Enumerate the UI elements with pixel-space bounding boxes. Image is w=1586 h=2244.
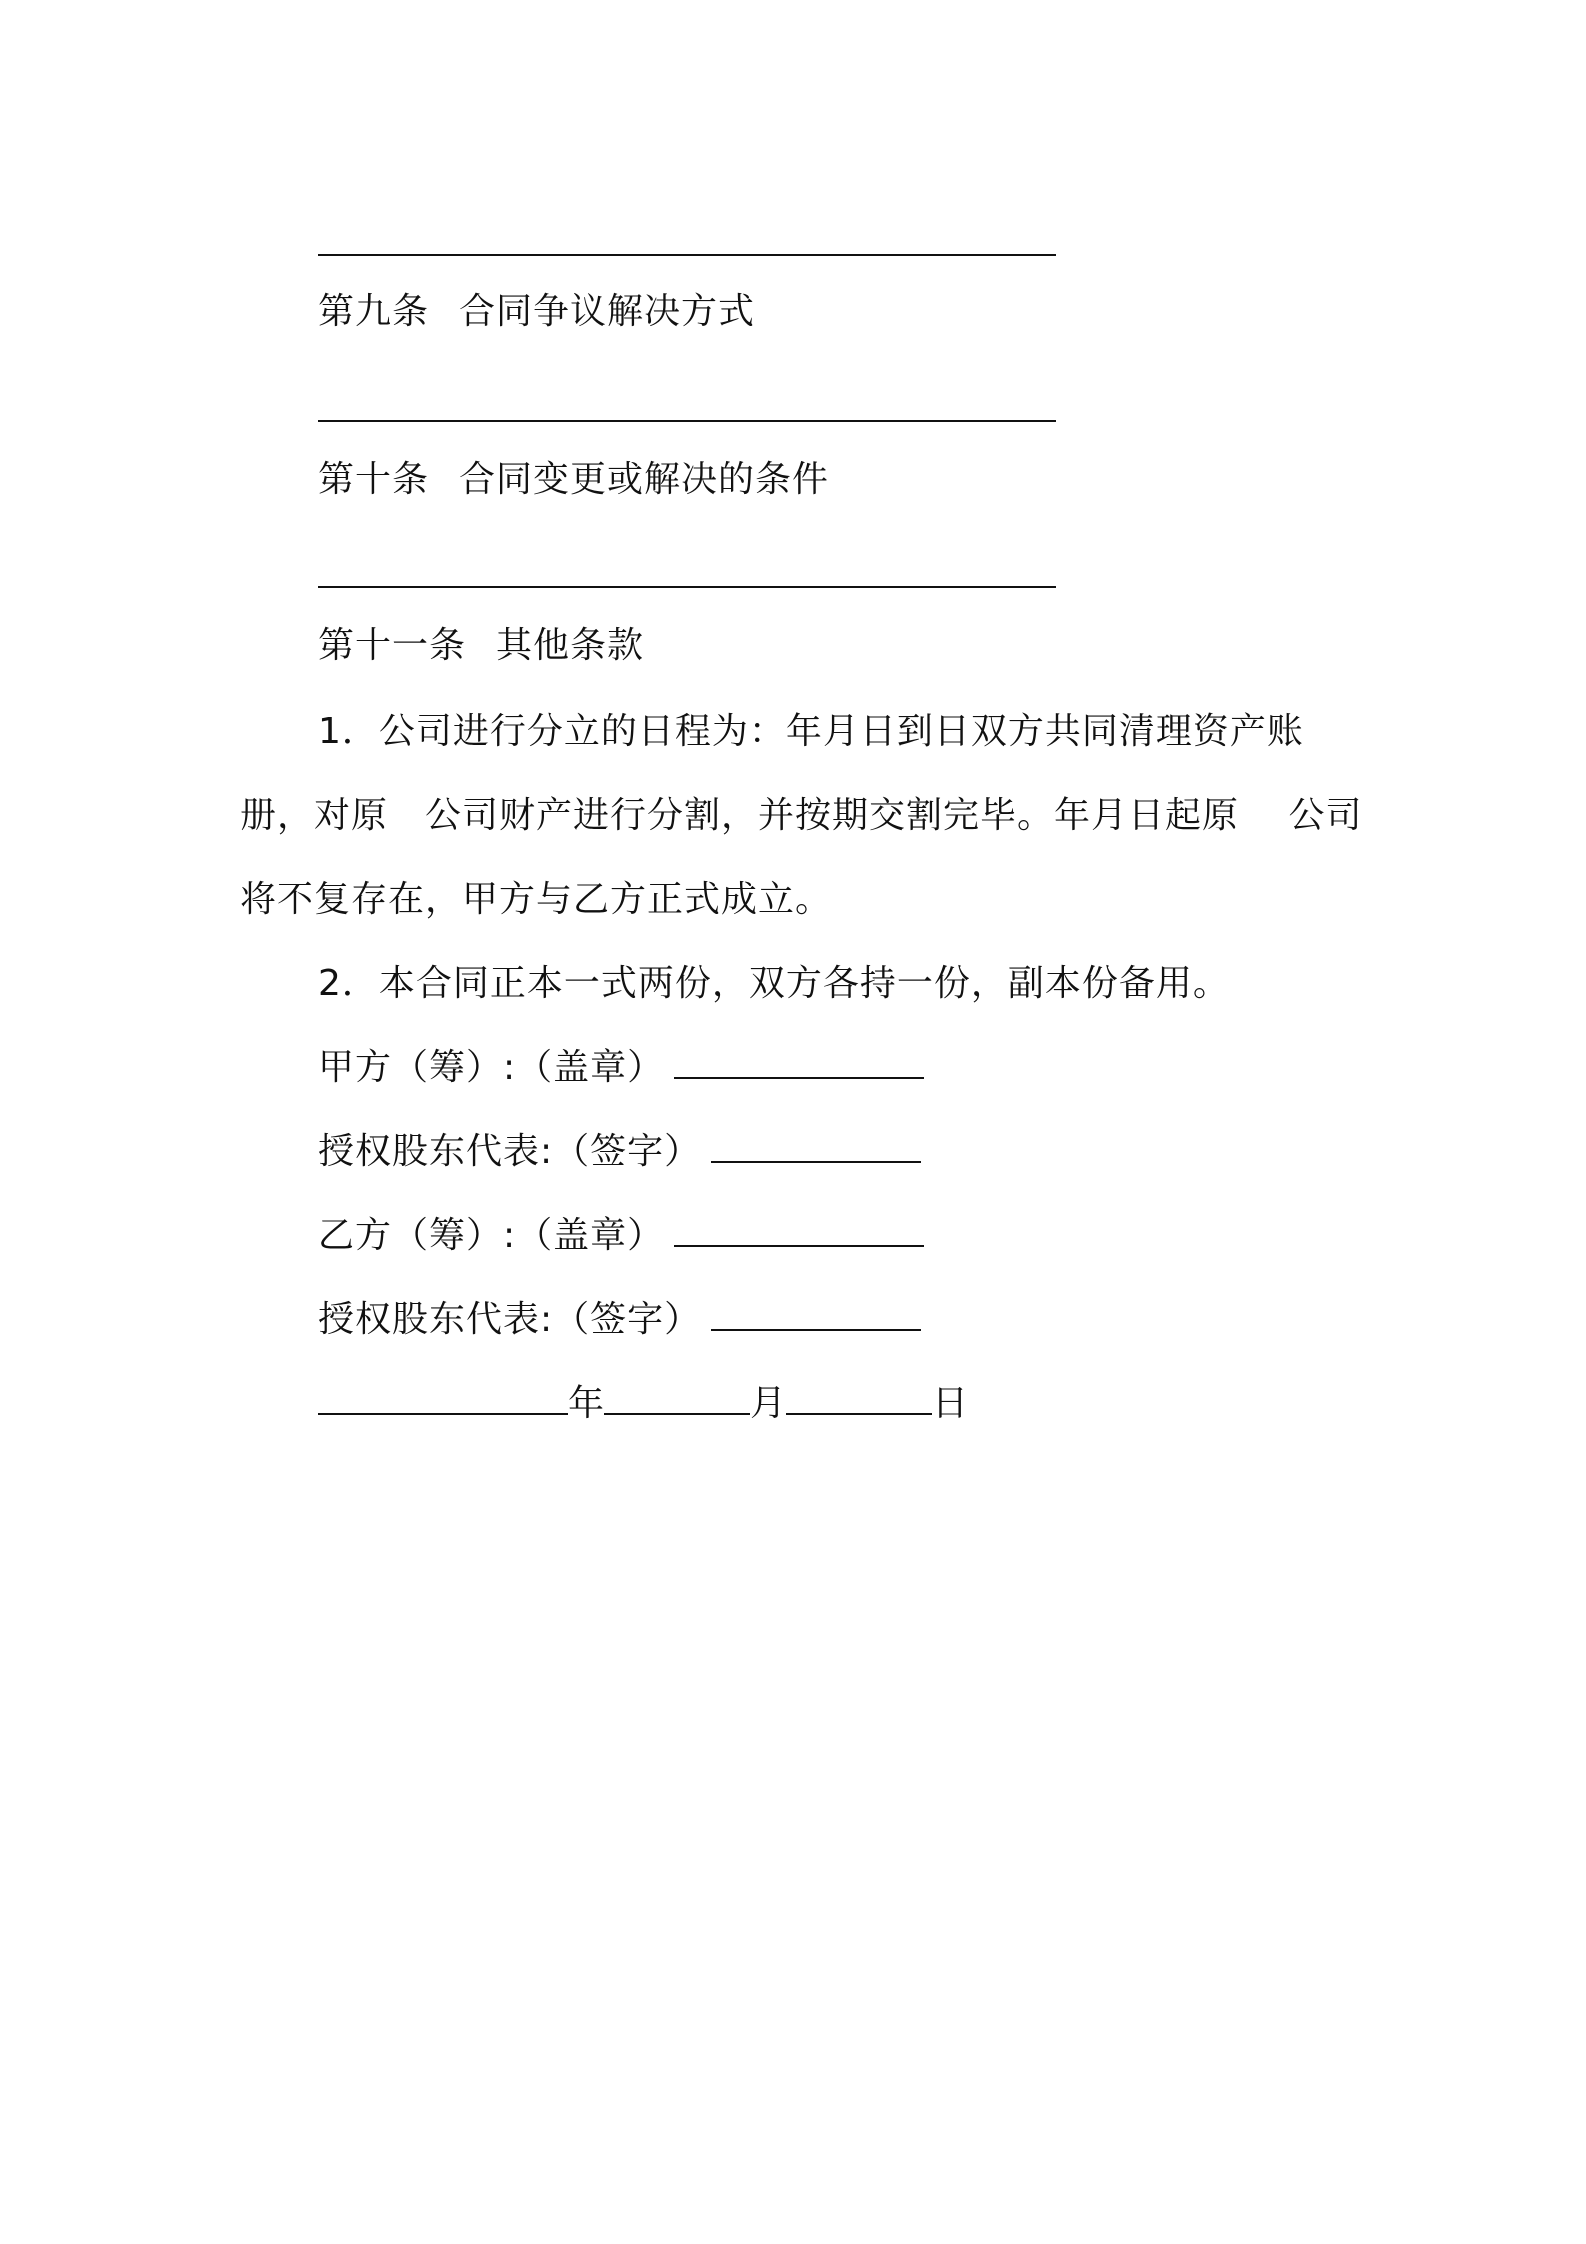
party-a-blank	[674, 1077, 924, 1079]
article-9-title: 合同争议解决方式	[459, 291, 756, 332]
party-b-label: 乙方（筹）:（盖章）	[318, 1215, 665, 1256]
rep-a-signature-line	[318, 1128, 921, 1176]
article-10-label: 第十条	[318, 459, 430, 500]
article-11-title: 其他条款	[496, 625, 645, 666]
date-line	[318, 1380, 968, 1428]
article-9-label: 第九条	[318, 291, 430, 332]
party-b-signature-line	[318, 1212, 924, 1260]
year-label: 年	[568, 1383, 605, 1424]
party-a-signature-line	[318, 1044, 924, 1092]
month-label: 月	[750, 1383, 787, 1424]
article-11-label: 第十一条	[318, 625, 467, 666]
day-label: 日	[932, 1383, 969, 1424]
blank-rule-3	[318, 586, 1056, 588]
rep-a-blank	[711, 1161, 921, 1163]
rep-b-label: 授权股东代表:（签字）	[318, 1299, 702, 1340]
clause-1-paragraph: 1．公司进行分立的日程为：年月日到日双方共同清理资产账册，对原 公司财产进行分割，并按期交割完毕。年月日起原 公司将不复存在，甲方与乙方正式成立。	[240, 711, 1363, 920]
party-b-blank	[674, 1245, 924, 1247]
article-9-heading	[318, 288, 755, 336]
clause-2-paragraph: 2．本合同正本一式两份，双方各持一份，副本份备用。	[318, 963, 1230, 1004]
article-10-title: 合同变更或解决的条件	[459, 459, 830, 500]
party-a-label: 甲方（筹）:（盖章）	[318, 1047, 665, 1088]
rep-b-blank	[711, 1329, 921, 1331]
article-10-heading	[318, 456, 829, 504]
blank-rule-2	[318, 420, 1056, 422]
month-blank	[604, 1413, 750, 1415]
article-11-heading	[318, 622, 644, 670]
rep-b-signature-line	[318, 1296, 921, 1344]
day-blank	[786, 1413, 932, 1415]
year-blank	[318, 1413, 568, 1415]
blank-rule-1	[318, 254, 1056, 256]
rep-a-label: 授权股东代表:（签字）	[318, 1131, 702, 1172]
